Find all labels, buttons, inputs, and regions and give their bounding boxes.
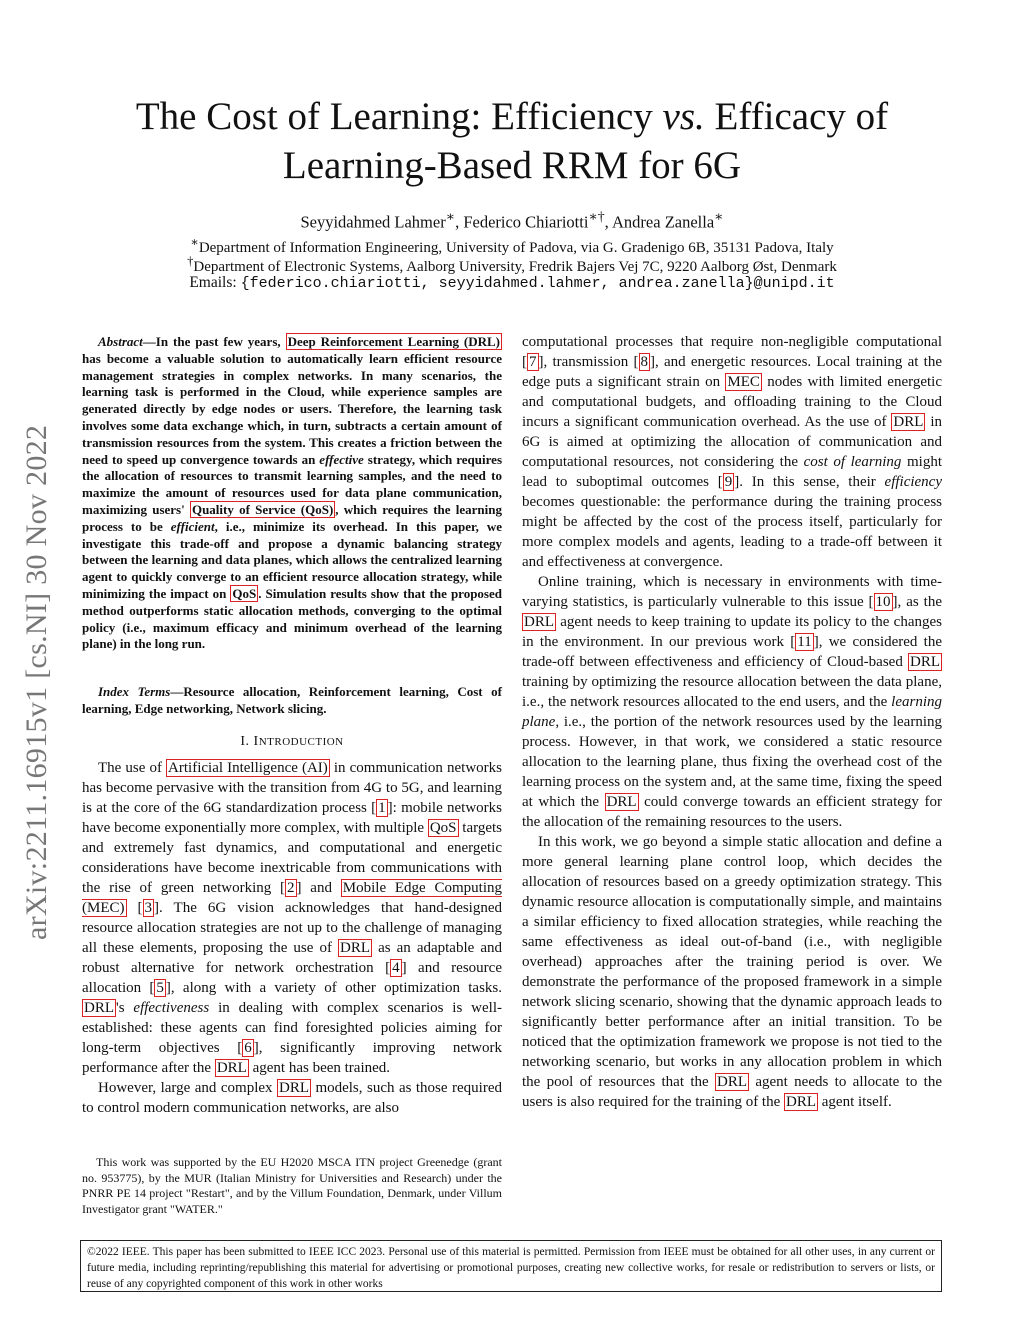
- acronym-link-drl[interactable]: DRL: [786, 1094, 817, 1110]
- author-emails: Emails: {federico.chiariotti, seyyidahmed.lahmer, andrea.zanella}@unipd.it: [189, 274, 835, 292]
- affiliation-2: †Department of Electronic Systems, Aalborg University, Fredrik Bajers Vej 7C, 9220 Aalborg Øst, Denmark: [187, 254, 837, 275]
- author-3: Andrea Zanella: [612, 212, 715, 232]
- paper-title: [0, 92, 1024, 190]
- acronym-link-drl[interactable]: DRL: [893, 414, 924, 430]
- acronym-link-qos[interactable]: QoS: [232, 585, 257, 601]
- paragraph: Online training, which is necessary in environments with time-varying statistics, is particularly vulnerable to this issue [ 10 ], as the DRL agent needs to keep training to update its policy to the changes in the environment. In our previous work [ 11 ], we considered the trade-off between effectiveness and efficiency of Cloud-based DRL training by optimizing the resource allocation between the data plane, i.e., the network resources allocated to the end users, and the learning plane, i.e., the portion of the network resources used by the learning process. However, in that work, we considered a static resource allocation to the learning plane, thus fixing the overhead cost of the learning process on the system and, at the same time, fixing the speed at which the DRL could converge towards an efficient strategy for the allocation of the remaining resources to the users.: [522, 574, 942, 830]
- acronym-link-drl[interactable]: DRL: [910, 654, 940, 670]
- author-1: Seyyidahmed Lahmer: [300, 212, 446, 232]
- acronym-link-drl[interactable]: DRL: [278, 1080, 309, 1096]
- citation-link[interactable]: 4: [392, 960, 400, 976]
- acronym-link-qos[interactable]: QoS: [429, 820, 457, 836]
- acronym-link-drl[interactable]: DRL: [606, 794, 637, 810]
- paragraph: computational processes that require non-negligible computational [ 7 ], transmission [ 8 ], and energetic resources. Local training at the edge puts a significant strain on MEC nodes with limited energetic and computational budgets, and offloading training to the Cloud incurs a significant communication overhead. As the use of DRL in 6G is aimed at optimizing the allocation of communication and computational resources, not considering the cost of learning might lead to suboptimal outcomes [ 9 ]. In this sense, their efficiency becomes questionable: the performance during the training process might be affected by the cost of the process itself, particularly for more complex models and agents, leading to a trade-off between it and effectiveness at convergence.: [522, 334, 943, 570]
- paragraph: In this work, we go beyond a simple static allocation and define a more general learning plane control loop, which decides the allocation of resources based on a greedy optimization strategy. This dynamic resource allocation is computationally simple, and maintains a similar efficiency to fixed allocation strategies, while reaching the same effectiveness as ideal out-of-band (i.e., with negligible overhead) approaches after the training period is over. We demonstrate the performance of the proposed framework in a simple network slicing scenario, showing that the dynamic approach leads to significantly better performance after an initial transition. To be noticed that the optimization framework we propose is not tied to the networking scenario, but works in any allocation problem in which the pool of resources that the DRL agent needs to allocate to the users is also required for the training of the DRL agent itself.: [522, 834, 942, 1110]
- acronym-link-drl[interactable]: DRL: [717, 1074, 747, 1090]
- paragraph: The use of Artificial Intelligence (AI) in communication networks has become pervasive with the transition from 4G to 5G, and learning is at the core of the 6G standardization process [ 1 ]: mobile networks have become exponentially more complex, with multiple QoS targets and extremely fast dynamics, and computational and energetic considerations have become inextricable from communications with the rise of green networking [ 2 ] and Mobile Edge Computing (MEC) [ 3 ]. The 6G vision acknowledges that hand-designed resource allocation strategies are not up to the challenge of managing all these elements, proposing the use of DRL as an adaptable and robust alternative for network orchestration [ 4 ] and resource allocation [ 5 ], along with a variety of other optimization tasks. DRL 's effectiveness in dealing with complex scenarios is well-established: these agents can find foresighted policies aiming for long-term objectives [ 6 ], significantly improving network performance after the DRL agent has been trained.: [82, 760, 503, 1076]
- index-terms: Index Terms—Resource allocation, Reinforcement learning, Cost of learning, Edge networking, Network slicing.: [82, 684, 502, 716]
- acronym-link-drl[interactable]: DRL: [84, 1000, 114, 1016]
- acronym-link-ai[interactable]: Artificial Intelligence (AI): [168, 760, 328, 776]
- author-list: Seyyidahmed Lahmer∗, Federico Chiariotti∗†, Andrea Zanella∗: [300, 209, 724, 232]
- acronym-link-mec[interactable]: Mobile Edge Computing (MEC): [82, 880, 502, 916]
- abstract: Abstract—In the past few years, Deep Reinforcement Learning (DRL) has become a valuable solution to automatically learn efficient resource management strategies in complex networks. In many scenarios, the learning task is performed in the Cloud, while experience samples are generated directly by edge nodes or users. Therefore, the learning task involves some data exchange which, in turn, subtracts a certain amount of transmission resources from the system. This creates a friction between the need to speed up convergence towards an effective strategy, which requires the allocation of resources to transmit learning samples, and the need to maximize the amount of resources used for data plane communication, maximizing users' Quality of Service (QoS) , which requires the learning process to be efficient, i.e., minimize its overhead. In this paper, we investigate this trade-off and propose a dynamic balancing strategy between the learning and data planes, which allows the centralized learning agent to quickly converge to an efficient resource allocation strategy, while minimizing the impact on QoS . Simulation results show that the proposed method outperforms static allocation methods, converging to the optimal policy (i.e., maximum efficacy and minimum overhead of the learning plane) in the long run.: [82, 334, 502, 652]
- abstract-label: Abstract: [98, 334, 143, 349]
- arxiv-stamp: arXiv:2211.16915v1 [cs.NI] 30 Nov 2022: [20, 424, 53, 940]
- citation-link[interactable]: 6: [244, 1040, 252, 1056]
- section-heading-introduction: I. INTRODUCTION: [240, 734, 344, 749]
- copyright-notice: ©2022 IEEE. This paper has been submitted to IEEE ICC 2023. Personal use of this material is permitted. Permission from IEEE must be obtained for all other uses, in any current or future media, including reprinting/republishing this material for advertising or promotional purposes, creating new collective works, for resale or redistribution to servers or lists, or reuse of any copyrighted component of this work in other works: [80, 1240, 942, 1292]
- funding-footnote: This work was supported by the EU H2020 MSCA ITN project Greenedge (grant no. 953775), by the MUR (Italian Ministry for Universities and Research) under the PNRR PE 14 project "Restart", and by the Villum Foundation, Denmark, under Villum Investigator grant "WATER.": [82, 1155, 502, 1216]
- citation-link[interactable]: 3: [144, 900, 153, 916]
- citation-link[interactable]: 1: [378, 800, 386, 816]
- paragraph: However, large and complex DRL models, such as those required to control modern communication networks, are also: [82, 1080, 502, 1116]
- acronym-link-drl[interactable]: Deep Reinforcement Learning (DRL): [287, 334, 501, 349]
- author-2: Federico Chiariotti: [463, 212, 589, 232]
- citation-link[interactable]: 9: [724, 474, 733, 490]
- introduction-text: [82, 758, 502, 1118]
- acronym-link-qos[interactable]: Quality of Service (QoS): [191, 501, 334, 517]
- citation-link[interactable]: 8: [640, 354, 649, 370]
- index-terms-label: Index Terms: [98, 684, 171, 699]
- citation-link[interactable]: 7: [529, 354, 537, 370]
- citation-link[interactable]: 10: [875, 594, 891, 610]
- acronym-link-drl[interactable]: DRL: [216, 1060, 247, 1076]
- citation-link[interactable]: 2: [287, 880, 295, 896]
- right-column-text: [522, 332, 942, 1112]
- citation-link[interactable]: 11: [797, 634, 812, 650]
- acronym-link-mec[interactable]: MEC: [727, 374, 760, 390]
- citation-link[interactable]: 5: [156, 980, 164, 996]
- title-line-2: Learning-Based RRM for 6G: [282, 144, 742, 187]
- acronym-link-drl[interactable]: DRL: [340, 940, 371, 956]
- affiliation-1: ∗Department of Information Engineering, University of Padova, via G. Gradenigo 6B, 35131 Padova, Italy: [190, 235, 834, 256]
- acronym-link-drl[interactable]: DRL: [524, 614, 554, 630]
- title-line-1: The Cost of Learning: Efficiency vs. Efficacy of: [135, 95, 889, 138]
